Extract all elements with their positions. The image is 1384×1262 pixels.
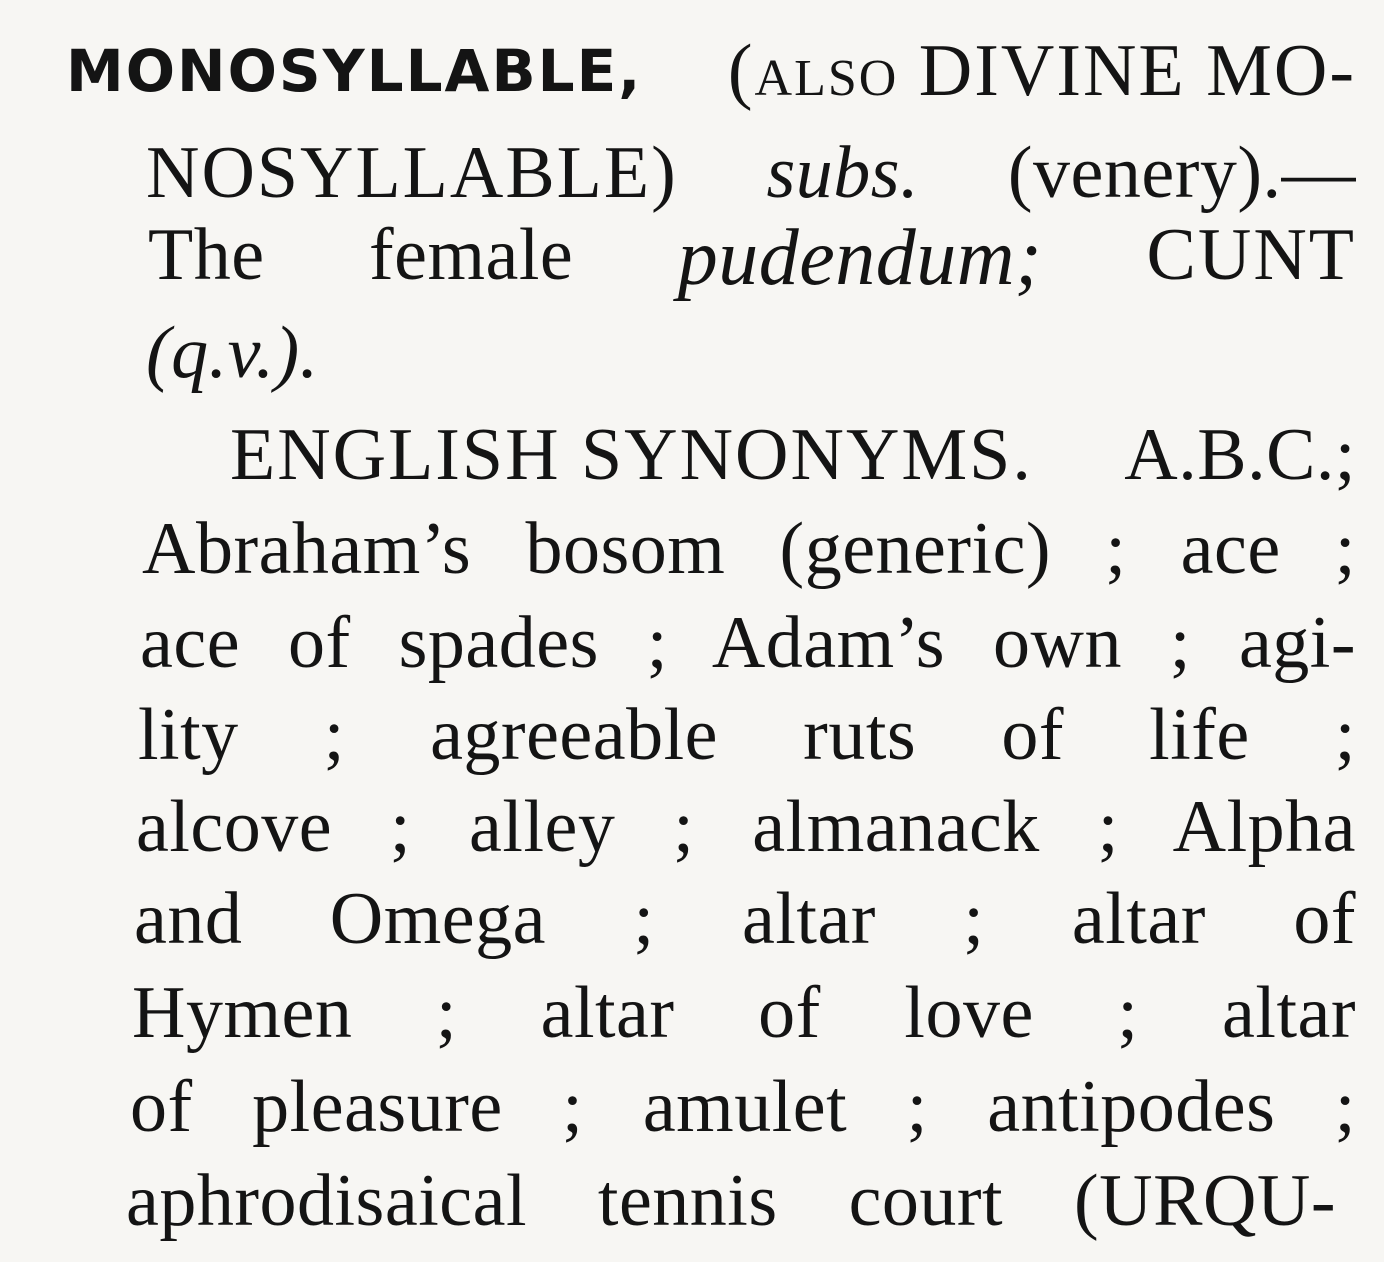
synonym-text: aphrodisaical tennis court (URQU- — [126, 1160, 1336, 1242]
synonym-line-8 — [126, 1160, 1336, 1242]
synonym-text: ace of spades ; Adam’s own ; agi- — [140, 602, 1356, 684]
cross-reference: CUNT — [1146, 214, 1356, 296]
synonym-text: Hymen ; altar of love ; altar — [132, 972, 1356, 1054]
synonym-text: of pleasure ; amulet ; antipodes ; — [130, 1066, 1356, 1148]
entry-line-1 — [66, 30, 1356, 112]
synonym-line-7 — [130, 1066, 1356, 1148]
synonym-first: A.B.C.; — [1124, 414, 1356, 496]
synonym-line-6 — [132, 972, 1356, 1054]
synonym-text: lity ; agreeable ruts of life ; — [138, 694, 1356, 776]
synonym-line-3 — [138, 694, 1356, 776]
entry-alias: (also DIVINE MO- — [727, 30, 1356, 112]
entry-line-2 — [146, 132, 1356, 214]
synonym-text: and Omega ; altar ; altar of — [134, 878, 1356, 960]
synonym-line-4 — [136, 786, 1356, 868]
headword: MONOSYLLABLE, — [66, 37, 643, 105]
usage-label: (venery).— — [1007, 132, 1356, 214]
synonym-text: alcove ; alley ; almanack ; Alpha — [136, 786, 1356, 868]
entry-line-4 — [146, 312, 319, 394]
definition-latin-term: pudendum; — [677, 214, 1043, 302]
entry-alias-cont: NOSYLLABLE) — [146, 132, 678, 214]
synonym-line-1 — [142, 508, 1356, 590]
entry-line-3 — [148, 214, 1356, 302]
part-of-speech: subs. — [766, 132, 920, 214]
synonym-line-5 — [134, 878, 1356, 960]
quod-vide: (q.v.). — [146, 312, 319, 394]
synonyms-heading: ENGLISH SYNONYMS. — [230, 414, 1033, 496]
definition-word-2: female — [368, 214, 574, 296]
synonym-line-2 — [140, 602, 1356, 684]
synonym-text: Abraham’s bosom (generic) ; ace ; — [142, 508, 1356, 590]
synonyms-heading-line — [230, 414, 1356, 496]
definition-word-1: The — [148, 214, 265, 296]
